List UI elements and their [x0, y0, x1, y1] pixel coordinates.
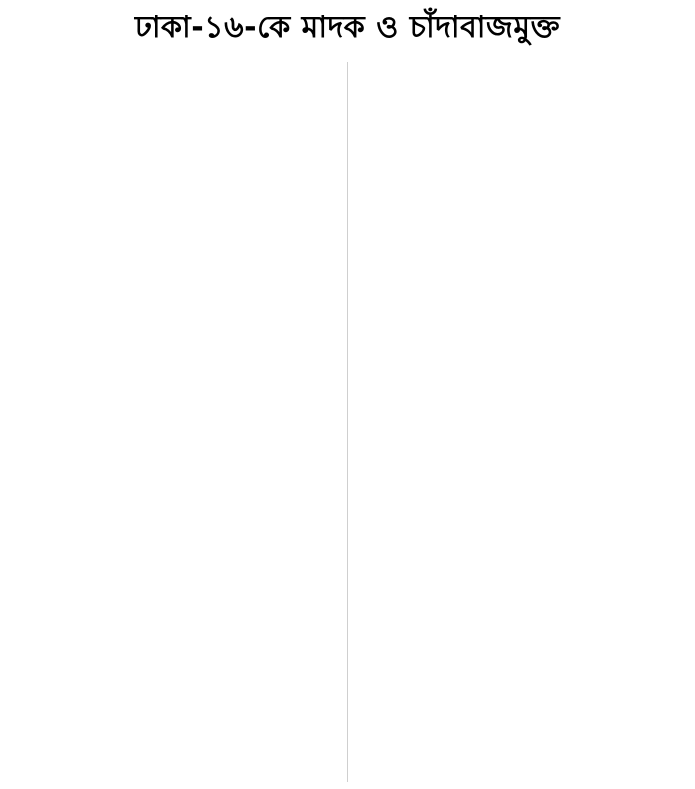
article-column-left: [7, 64, 337, 66]
article-column-right: [357, 64, 689, 66]
column-divider: [347, 62, 348, 782]
headline: ঢাকা-১৬-কে মাদক ও চাঁদাবাজমুক্ত: [134, 9, 561, 45]
